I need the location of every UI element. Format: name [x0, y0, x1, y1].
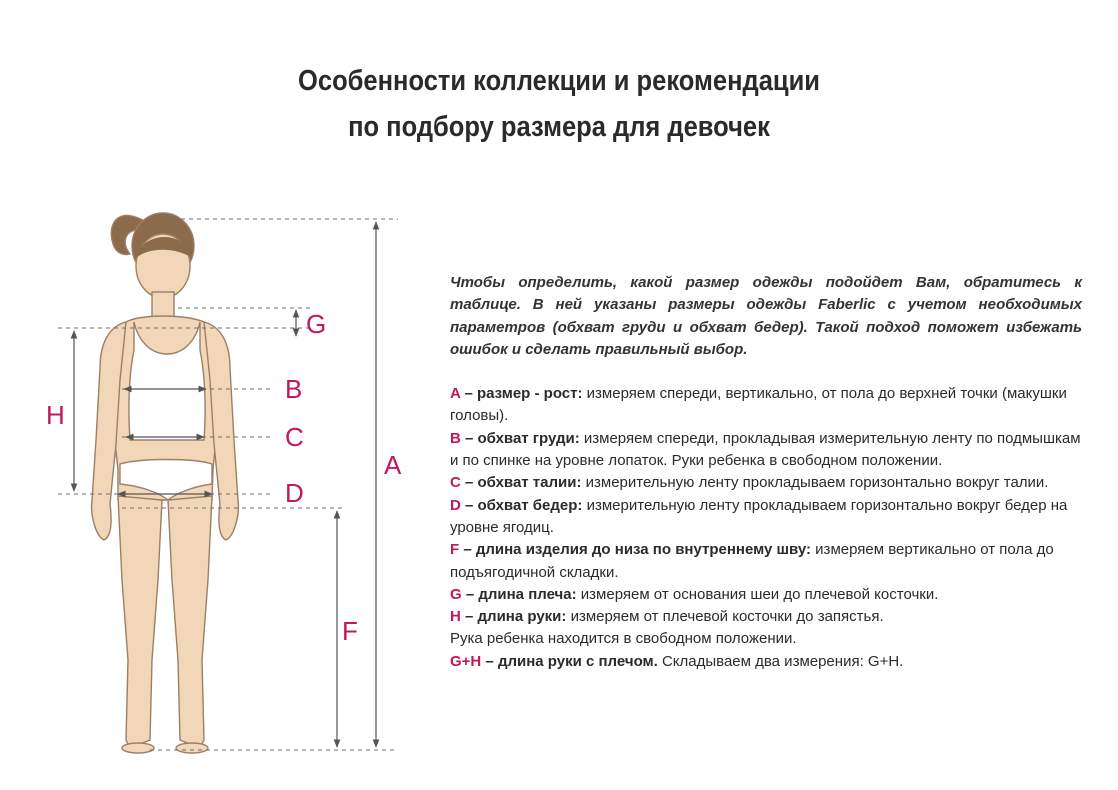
item-g-plus-h: G+H – длина руки с плечом. Складываем два измерения: G+H.	[450, 652, 904, 670]
item-b: B – обхват груди: измеряем спереди, прокладывая измерительную ленту по подмышкам и по спинке на уровне лопаток. Руки ребенка в свободном положении.	[450, 429, 1081, 470]
label-c: C	[285, 422, 304, 452]
right-leg	[168, 496, 212, 748]
label-h: H	[46, 400, 65, 430]
label-a: A	[384, 450, 402, 480]
arm-note: Рука ребенка находится в свободном положении.	[450, 630, 797, 648]
item-a: A – размер - рост: измеряем спереди, вертикально, от пола до верхней точки (макушки головы).	[450, 385, 1067, 425]
description-block	[450, 272, 1082, 673]
item-h: H – длина руки: измеряем от плечевой косточки до запястья.	[450, 608, 884, 626]
left-leg	[118, 496, 162, 748]
intro-text: Чтобы определить, какой размер одежды подойдет Вам, обратитесь к таблице. В ней указаны размеры одежды Faberlic с учетом необходимых параметров (обхват груди и обхват бедер). Такой подход поможет избежать ошибок и сделать правильный выбор.	[450, 274, 1082, 358]
label-f: F	[342, 616, 358, 646]
item-g: G – длина плеча: измеряем от основания шеи до плечевой косточки.	[450, 585, 939, 603]
label-b: B	[285, 374, 303, 404]
item-f: F – длина изделия до низа по внутреннему шву: измеряем вертикально от пола до подъягодичной складки.	[450, 541, 1054, 581]
title-line-1: Особенности коллекции и рекомендации	[298, 65, 820, 97]
item-c: C – обхват талии: измерительную ленту прокладываем горизонтально вокруг талии.	[450, 474, 1049, 492]
item-d: D – обхват бедер: измерительную ленту прокладываем горизонтально вокруг бедер на уровне ягодиц.	[450, 496, 1068, 536]
right-foot	[176, 743, 208, 753]
left-foot	[122, 743, 154, 753]
neck	[152, 292, 174, 318]
label-g: G	[306, 309, 327, 339]
title-line-2: по подбору размера для девочек	[348, 111, 770, 143]
label-d: D	[285, 478, 304, 508]
girl-figure	[92, 213, 239, 753]
